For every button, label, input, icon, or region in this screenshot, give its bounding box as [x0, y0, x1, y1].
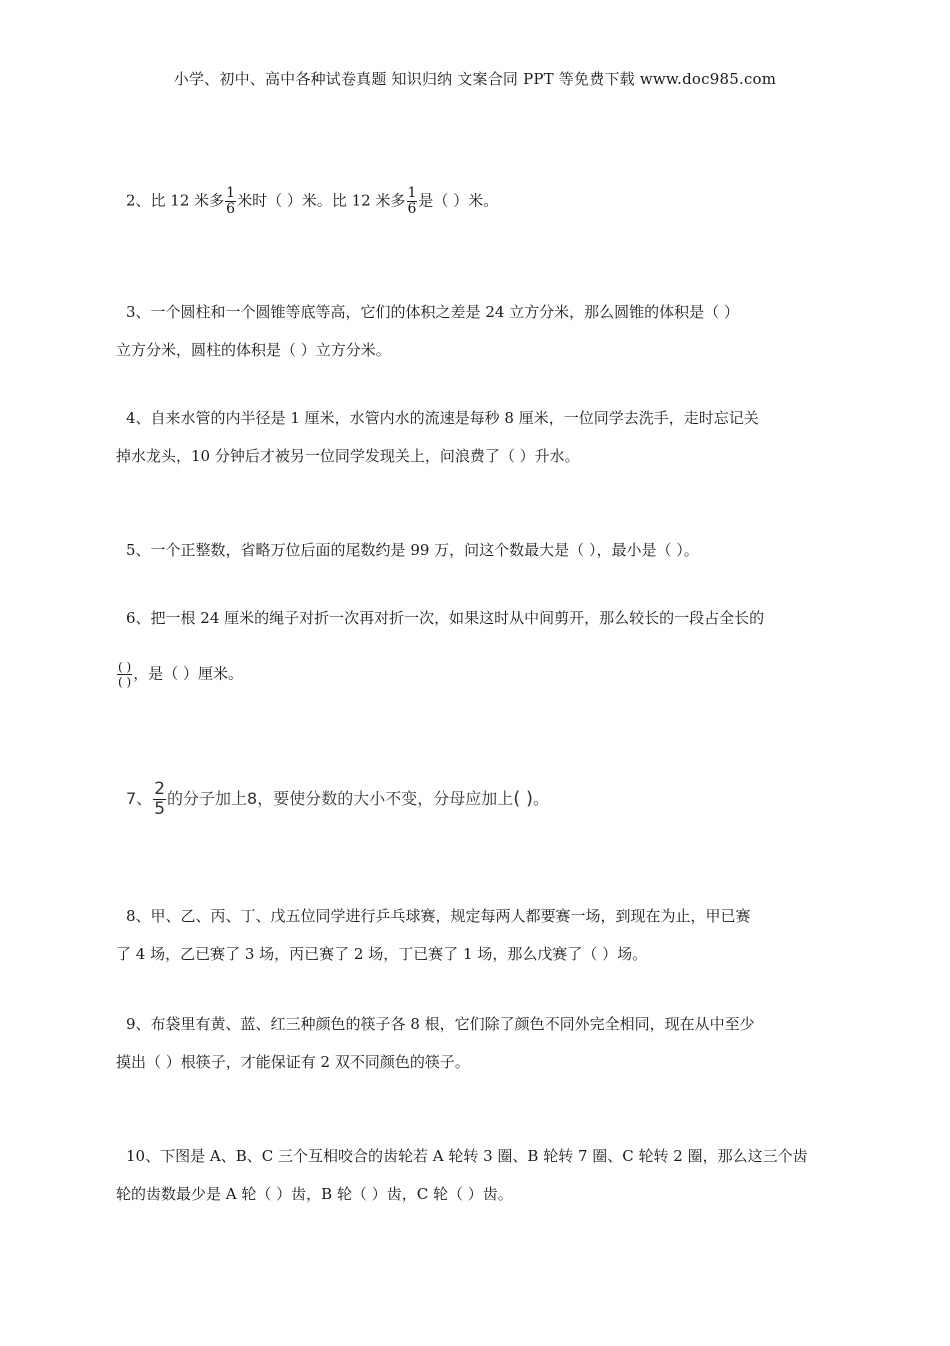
question-2 — [126, 186, 498, 217]
question-2-text-c: 是（ ）米。 — [418, 191, 499, 210]
fraction-numerator: 1 — [226, 185, 236, 201]
question-10-line-1: 10、下图是 A、B、C 三个互相咬合的齿轮若 A 轮转 3 圈、B 轮转 7 圈、C 轮转 2 圈，那么这三个齿 — [126, 1147, 808, 1165]
fraction-denominator: 6 — [226, 201, 236, 217]
fraction-blank — [117, 660, 132, 689]
question-7-text-a: 7、 — [126, 789, 153, 808]
question-6-line-1: 6、把一根 24 厘米的绳子对折一次再对折一次，如果这时从中间剪开，那么较长的一段占全长的 — [126, 609, 765, 627]
fraction-numerator: 2 — [154, 779, 166, 799]
page-header: 小学、初中、高中各种试卷真题 知识归纳 文案合同 PPT 等免费下载 www.doc985.com — [173, 70, 777, 88]
question-5-line-1: 5、一个正整数，省略万位后面的尾数约是 99 万，问这个数最大是（ ），最小是（ ）。 — [126, 541, 699, 559]
fraction-denominator: 6 — [407, 201, 417, 217]
question-7-text-c: 。 — [532, 789, 549, 808]
question-4-line-1: 4、自来水管的内半径是 1 厘米，水管内水的流速是每秒 8 厘米，一位同学去洗手，走时忘记关 — [126, 409, 759, 427]
question-7 — [126, 780, 549, 819]
question-8-line-2: 了 4 场，乙已赛了 3 场，丙已赛了 2 场，丁已赛了 1 场，那么戊赛了（ ）场。 — [116, 945, 648, 963]
fraction-one-sixth-2 — [407, 186, 418, 217]
question-3-line-2: 立方分米，圆柱的体积是（ ）立方分米。 — [116, 341, 391, 359]
question-9-line-1: 9、布袋里有黄、蓝、红三种颜色的筷子各 8 根，它们除了颜色不同外完全相同，现在从中至少 — [126, 1015, 755, 1033]
answer-blank: ( ) — [513, 788, 533, 809]
question-7-text-b: 的分子加上8，要使分数的大小不变，分母应加上 — [167, 789, 514, 808]
fraction-denominator: ( ) — [118, 675, 132, 689]
fraction-two-fifths — [153, 780, 166, 819]
fraction-denominator: 5 — [154, 799, 166, 819]
question-4-line-2: 掉水龙头，10 分钟后才被另一位同学发现关上，问浪费了（ ）升水。 — [116, 447, 580, 465]
question-6-line-2 — [116, 660, 243, 689]
question-2-text-a: 2、比 12 米多 — [126, 191, 225, 210]
question-6-text: ，是（ ）厘米。 — [133, 664, 243, 683]
question-8-line-1: 8、甲、乙、丙、丁、戊五位同学进行乒乓球赛，规定每两人都要赛一场，到现在为止，甲已赛 — [126, 907, 751, 925]
fraction-one-sixth — [225, 186, 236, 217]
question-2-text-b: 米时（ ）米。比 12 米多 — [237, 191, 406, 210]
question-10-line-2: 轮的齿数最少是 A 轮（ ）齿，B 轮（ ）齿，C 轮（ ）齿。 — [116, 1185, 513, 1203]
fraction-numerator: ( ) — [118, 660, 132, 674]
question-9-line-2: 摸出（ ）根筷子，才能保证有 2 双不同颜色的筷子。 — [116, 1053, 470, 1071]
fraction-numerator: 1 — [407, 185, 417, 201]
question-3-line-1: 3、一个圆柱和一个圆锥等底等高，它们的体积之差是 24 立方分米，那么圆锥的体积是（ ） — [126, 303, 739, 321]
